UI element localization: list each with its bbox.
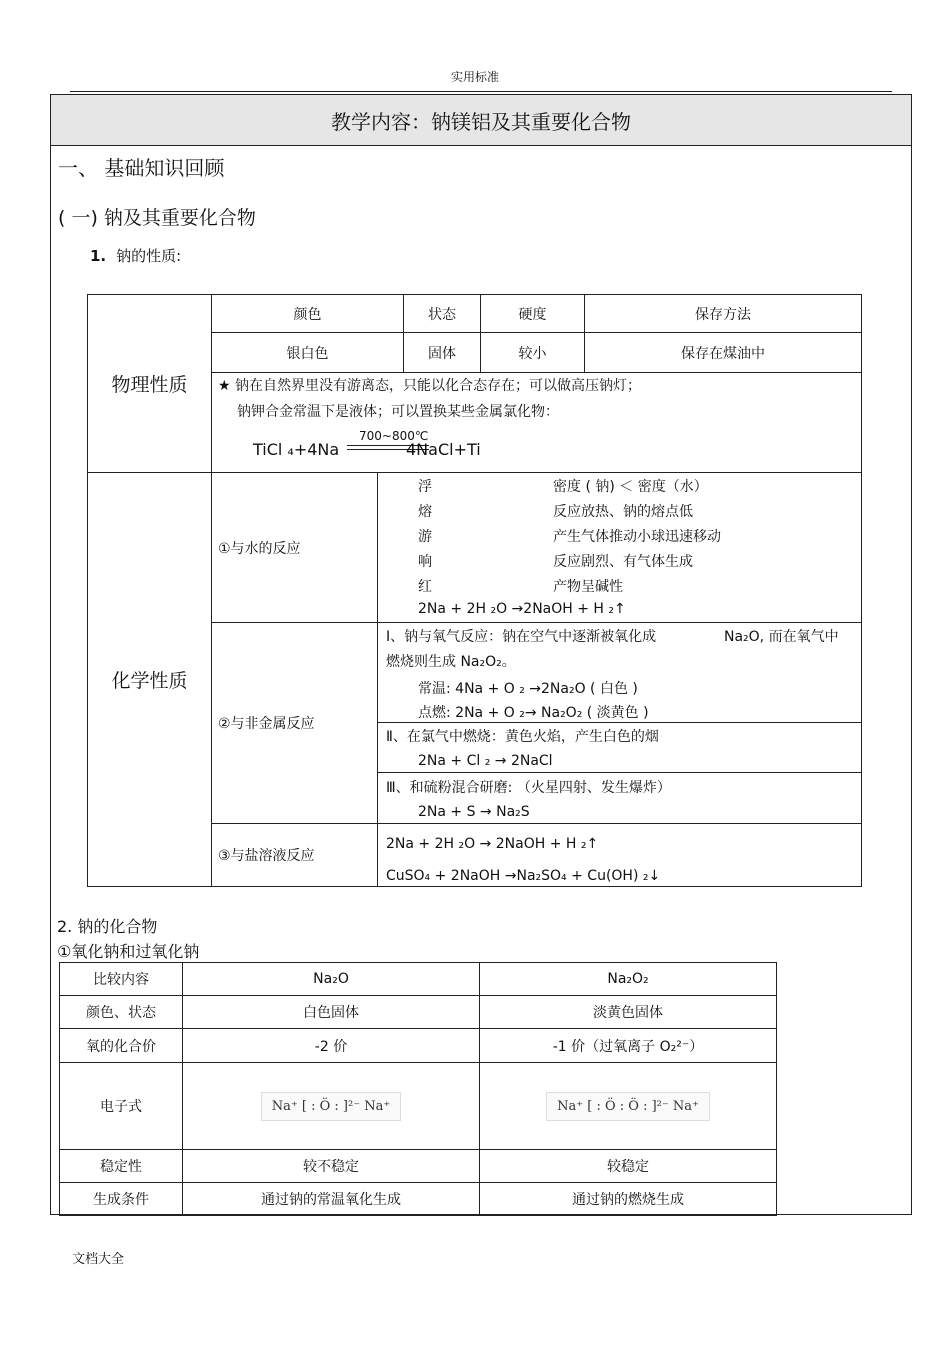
section-subheading-oxides: ①氧化钠和过氧化钠 <box>57 942 200 961</box>
oxygen-room-temp-eq: 常温: 4Na + O ₂ →2Na₂O ( 白色 ) <box>418 681 638 697</box>
phys-row-label: 物理性质 <box>87 294 212 473</box>
sulfur-eq: 2Na + S → Na₂S <box>418 804 530 820</box>
phys-value-storage: 保存在煤油中 <box>584 332 862 373</box>
nonmetal-reaction-label: ②与非金属反应 <box>211 622 378 824</box>
salt-eq-1: 2Na + 2H ₂O → 2NaOH + H ₂↑ <box>386 836 599 852</box>
water-key-sound: 响 <box>418 554 432 570</box>
item-heading-properties <box>90 245 181 266</box>
sulfur-text: Ⅲ、和硫粉混合研磨: （火星四射、发生爆炸） <box>386 780 671 796</box>
compare-head-na2o: Na₂O <box>182 962 480 996</box>
phys-header-storage: 保存方法 <box>584 294 862 333</box>
water-reaction-label: ①与水的反应 <box>211 472 378 623</box>
na2o2-electron-formula: Na⁺ [ : Ö : Ö : ]²⁻ Na⁺ <box>546 1092 710 1121</box>
salt-reaction-label: ③与盐溶液反应 <box>211 823 378 887</box>
water-key-float: 浮 <box>418 479 432 495</box>
oxygen-text-2: 燃烧则生成 Na₂O₂。 <box>386 654 516 670</box>
compare-head-na2o2: Na₂O₂ <box>479 962 777 996</box>
lesson-title: 教学内容：钠镁铝及其重要化合物 <box>50 94 912 146</box>
oxygen-text-1: Ⅰ、钠与氧气反应：钠在空气中逐渐被氧化成 <box>386 629 657 645</box>
compare-cell <box>479 1062 777 1150</box>
ticl4-equation-right: 4NaCl+Ti <box>406 440 481 459</box>
compare-cell: -1 价（过氧离子 O₂²⁻） <box>479 1028 777 1063</box>
oxygen-ignite-eq: 点燃: 2Na + O ₂→ Na₂O₂ ( 淡黄色 ) <box>418 705 649 721</box>
ticl4-equation-left: TiCl ₄+4Na <box>253 440 340 459</box>
compare-head-item: 比较内容 <box>59 962 183 996</box>
chem-row-label: 化学性质 <box>87 472 212 887</box>
section-heading-sodium: ( 一) 钠及其重要化合物 <box>58 207 256 229</box>
phys-value-state: 固体 <box>403 332 481 373</box>
compare-cell: 通过钠的常温氧化生成 <box>182 1182 480 1216</box>
water-desc-swim: 产生气体推动小球迅速移动 <box>553 529 721 545</box>
phys-note-2: 钠钾合金常温下是液体；可以置换某些金属氯化物： <box>237 404 559 420</box>
water-desc-melt: 反应放热、钠的熔点低 <box>553 504 693 520</box>
compare-row-label: 稳定性 <box>59 1149 183 1183</box>
water-key-melt: 熔 <box>418 504 432 520</box>
compare-row-label: 生成条件 <box>59 1182 183 1216</box>
chlorine-text: Ⅱ、在氯气中燃烧：黄色火焰，产生白色的烟 <box>386 729 659 745</box>
phys-header-hardness: 硬度 <box>480 294 585 333</box>
phys-value-color: 银白色 <box>211 332 404 373</box>
compare-cell: 较稳定 <box>479 1149 777 1183</box>
compare-cell: 白色固体 <box>182 995 480 1029</box>
water-desc-sound: 反应剧烈、有气体生成 <box>553 554 693 570</box>
section-heading-compounds: 2. 钠的化合物 <box>57 917 158 936</box>
page-footer: 文档大全 <box>72 1252 125 1267</box>
compare-cell: 较不稳定 <box>182 1149 480 1183</box>
page-header: 实用标准 <box>450 70 499 84</box>
header-rule <box>70 91 892 92</box>
item-number: 1. <box>90 247 107 265</box>
oxygen-text-na2o: Na₂O, 而在氧气中 <box>724 629 839 645</box>
compare-cell: -2 价 <box>182 1028 480 1063</box>
water-desc-red: 产物呈碱性 <box>553 579 623 595</box>
water-key-red: 红 <box>418 579 432 595</box>
phys-value-hardness: 较小 <box>480 332 585 373</box>
phys-header-state: 状态 <box>403 294 481 333</box>
compare-row-label: 颜色、状态 <box>59 995 183 1029</box>
chlorine-eq: 2Na + Cl ₂ → 2NaCl <box>418 753 553 769</box>
compare-cell: 通过钠的燃烧生成 <box>479 1182 777 1216</box>
compare-row-label: 电子式 <box>59 1062 183 1150</box>
salt-eq-2: CuSO₄ + 2NaOH →Na₂SO₄ + Cu(OH) ₂↓ <box>386 868 661 884</box>
water-desc-float: 密度 ( 钠) ＜ 密度（水） <box>553 479 708 495</box>
reaction-condition: 700~800℃ <box>359 429 429 443</box>
water-key-swim: 游 <box>418 529 432 545</box>
compare-cell: 淡黄色固体 <box>479 995 777 1029</box>
section-heading-1: 一、 基础知识回顾 <box>58 156 225 180</box>
na2o-electron-formula: Na⁺ [ : Ö : ]²⁻ Na⁺ <box>261 1092 401 1121</box>
compare-cell <box>182 1062 480 1150</box>
phys-note-1: ★ 钠在自然界里没有游离态，只能以化合态存在；可以做高压钠灯； <box>218 378 641 394</box>
compare-row-label: 氧的化合价 <box>59 1028 183 1063</box>
item-label: 钠的性质: <box>116 247 182 265</box>
phys-header-color: 颜色 <box>211 294 404 333</box>
water-equation: 2Na + 2H ₂O →2NaOH + H ₂↑ <box>418 601 626 617</box>
